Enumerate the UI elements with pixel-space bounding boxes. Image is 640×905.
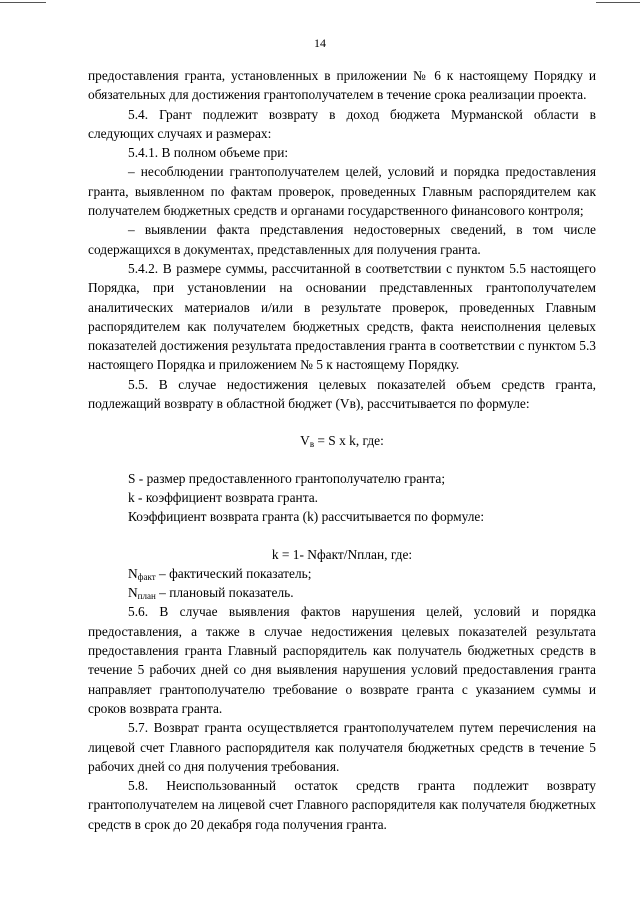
paragraph-5-4: 5.4. Грант подлежит возврату в доход бюджета Мурманской области в следующих случаях и размерах: <box>88 106 596 141</box>
top-rule-left <box>0 2 46 3</box>
definition-k: k - коэффициент возврата гранта. <box>128 489 319 505</box>
paragraph-continuation: предоставления гранта, установленных в приложении № 6 к настоящему Порядку и обязательных для достижения грантополучателем в течение срока реализации проекта. <box>88 68 596 103</box>
paragraph-5-4-2: 5.4.2. В размере суммы, рассчитанной в соответствии с пунктом 5.5 настоящего Порядка, при установлении на основании представленных грантополучателем аналитических материалов и/или в результате проверок, проведенных Главным распорядителем как получателем бюджетных средств, факта неисполнения целевых показателей достижения результата предоставления гранта в соответствии с пунктом 5.3 настоящего Порядка и приложением № 5 к настоящему Порядку. <box>88 260 596 373</box>
document-body <box>88 66 596 834</box>
page-number: 14 <box>314 36 326 50</box>
top-rule-right <box>596 2 640 3</box>
definition-nplan: $N_{план}$ – плановый показатель. <box>128 585 294 602</box>
paragraph-5-6: 5.6. В случае выявления фактов нарушения целей, условий и порядка предоставления, а также в случае недостижения целевых показателей результата предоставления гранта Главный распорядитель как получатель бюджетных средств в течение 5 рабочих дней со дня выявления нарушения условий предоставления гранта направляет грантополучателю требование о возврате гранта с указанием суммы и сроков возврата гранта. <box>88 604 596 716</box>
definition-nfact: $N_{факт}$ – фактический показатель; <box>128 565 312 582</box>
formula-vv: $V_в = S$ x k, где: <box>300 433 384 450</box>
paragraph-5-7: 5.7. Возврат гранта осуществляется грантополучателем путем перечисления на лицевой счет Главного распорядителя как получателя бюджетных средств в течение 5 рабочих дней со дня получения требования. <box>88 720 596 774</box>
paragraph-5-4-1: 5.4.1. В полном объеме при: <box>128 145 289 161</box>
paragraph-dash-false-info: – выявлении факта представления недостоверных сведений, в том числе содержащихся в документах, представленных для получения гранта. <box>88 222 596 257</box>
paragraph-5-5: 5.5. В случае недостижения целевых показателей объем средств гранта, подлежащий возврату в областной бюджет (Vв), рассчитывается по формуле: <box>88 376 596 412</box>
definition-s: S - размер предоставленного грантополучателю гранта; <box>128 470 446 486</box>
paragraph-dash-nonobservance: – несоблюдении грантополучателем целей, условий и порядка предоставления гранта, выявленном по фактам проверок, проведенных Главным распорядителем как получателем бюджетных средств и органами государственного финансового контроля; <box>88 164 596 219</box>
definition-k-calc: Коэффициент возврата гранта (k) рассчитывается по формуле: <box>128 509 485 525</box>
formula-k: k = 1- Nфакт/Nплан, где: <box>271 546 413 562</box>
paragraph-5-8: 5.8. Неиспользованный остаток средств гранта подлежит возврату грантополучателем на лицевой счет Главного распорядителя как получателя бюджетных средств в срок до 20 декабря года получения гранта. <box>88 778 596 832</box>
